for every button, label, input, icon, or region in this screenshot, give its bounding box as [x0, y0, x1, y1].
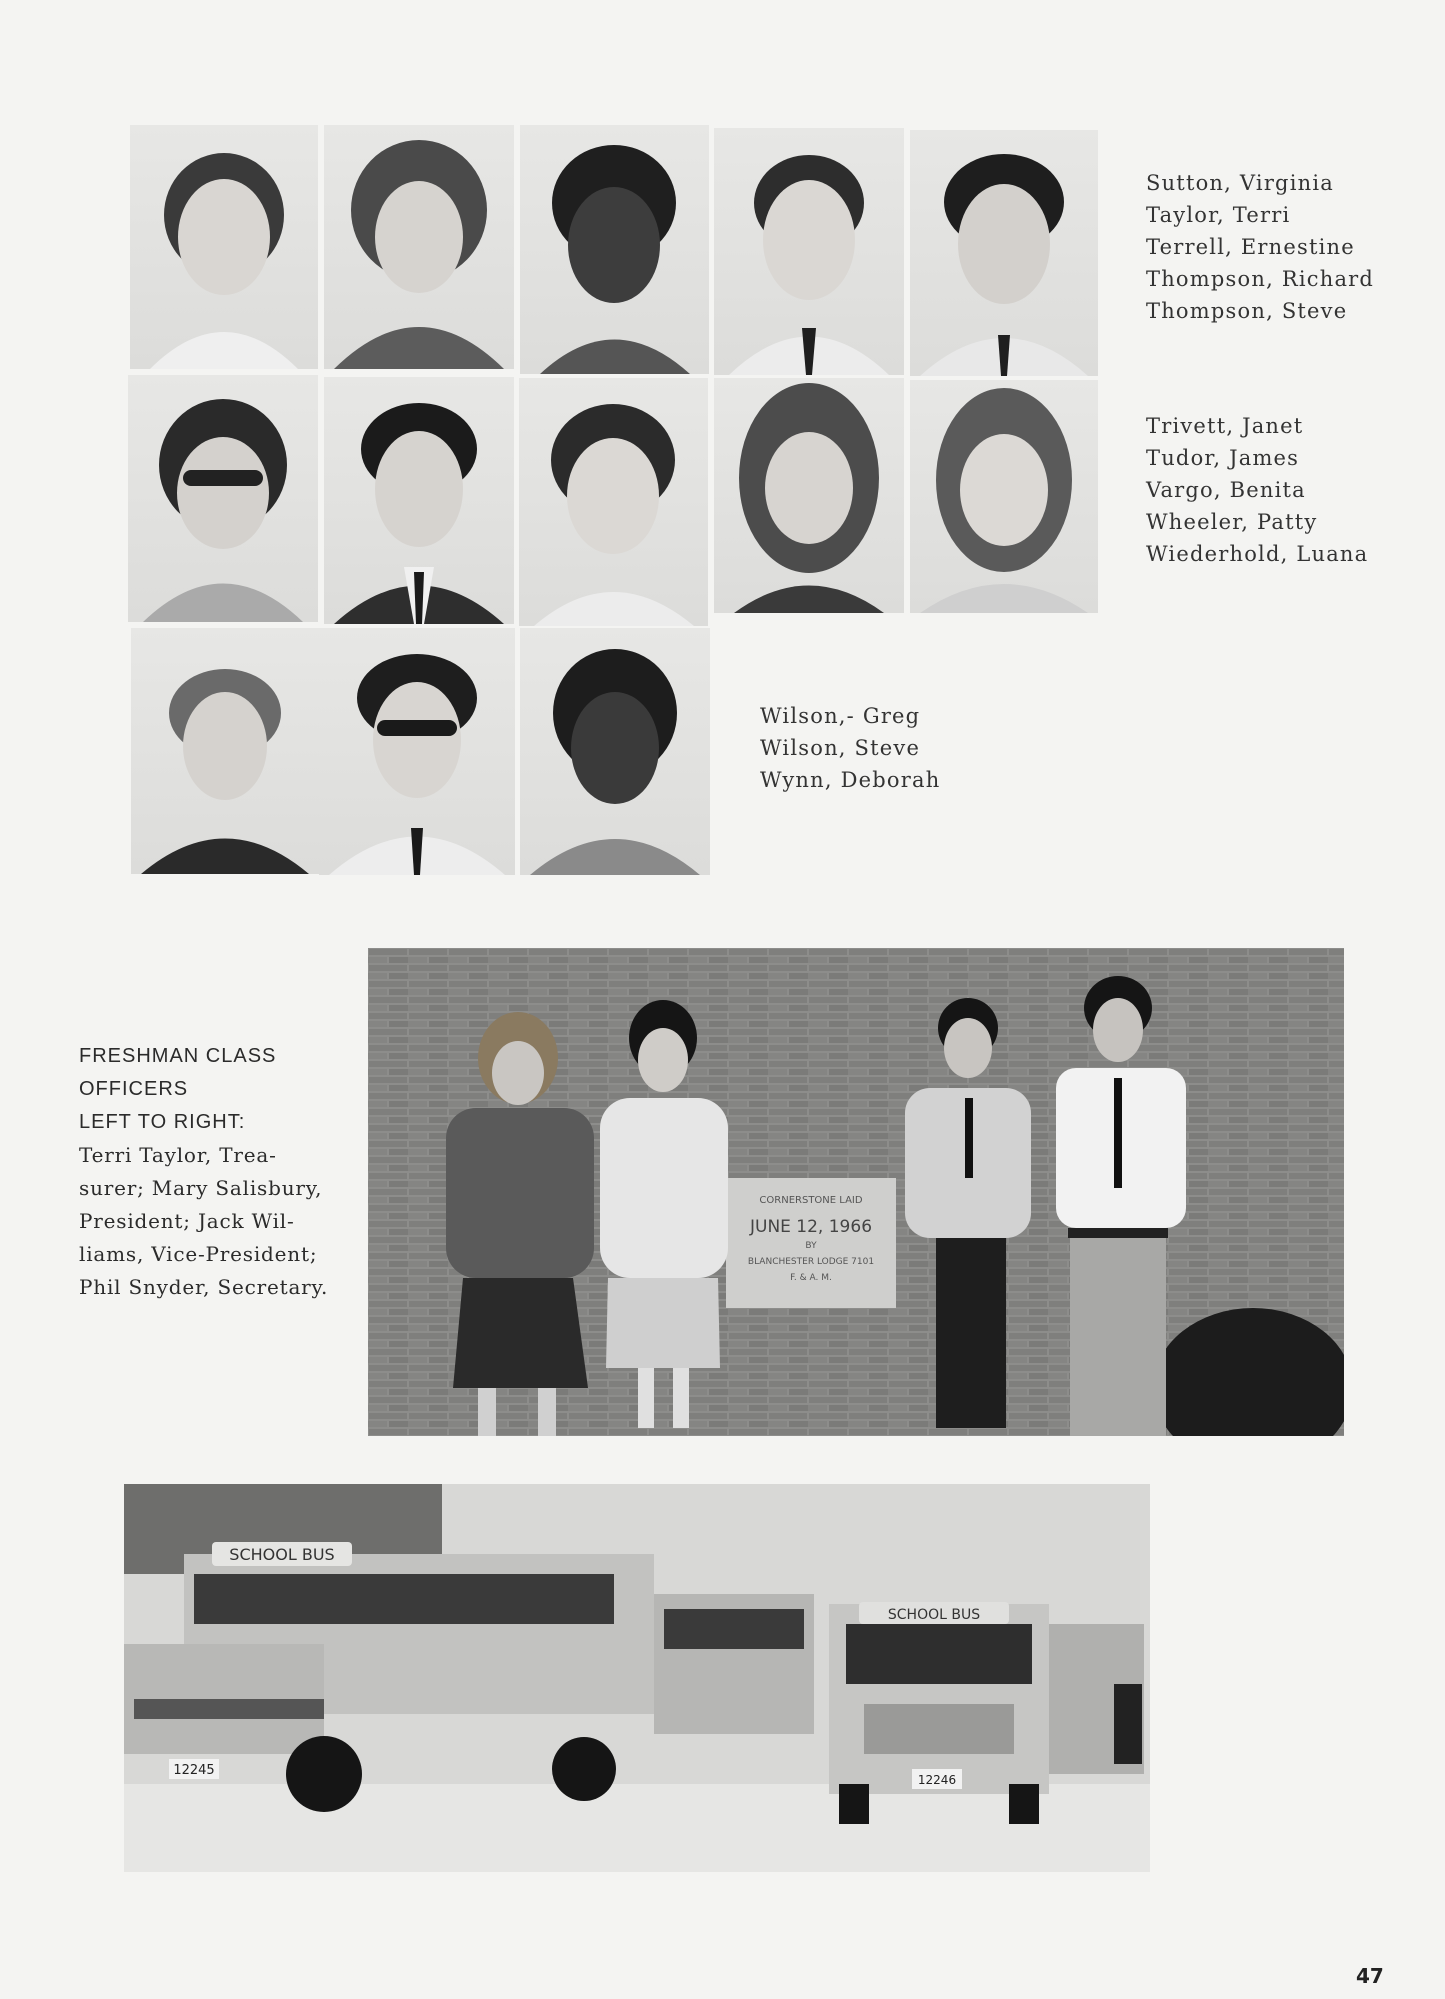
caption-line: surer; Mary Salisbury, [79, 1176, 323, 1200]
portrait-trivett-janet [128, 375, 318, 622]
name-item: Thompson, Steve [1146, 299, 1348, 323]
portrait-wheeler-patty [714, 378, 904, 613]
portrait-tudor-james [324, 377, 514, 624]
portrait-thompson-richard [714, 128, 904, 375]
plate-left: 12245 [173, 1763, 215, 1778]
name-item: Wiederhold, Luana [1146, 542, 1369, 566]
plate-right: 12246 [917, 1773, 957, 1787]
name-item: Wynn, Deborah [760, 768, 941, 792]
portrait-wilson-greg [131, 628, 319, 874]
caption-heading: LEFT TO RIGHT: [79, 1111, 246, 1133]
portrait-taylor-terri [324, 125, 514, 369]
portrait-vargo-benita [519, 378, 708, 626]
caption-heading: OFFICERS [79, 1078, 189, 1100]
name-item: Vargo, Benita [1146, 478, 1306, 502]
caption-line: liams, Vice-President; [79, 1242, 318, 1266]
caption-line: Terri Taylor, Trea- [79, 1143, 277, 1167]
name-list-row3 [760, 700, 940, 796]
portrait-terrell-ernestine [520, 125, 709, 374]
bus-sign-right: SCHOOL BUS [887, 1607, 981, 1623]
bus-sign-left: SCHOOL BUS [229, 1545, 335, 1564]
name-item: Sutton, Virginia [1146, 171, 1334, 195]
name-item: Wheeler, Patty [1146, 510, 1318, 534]
name-item: Trivett, Janet [1146, 414, 1304, 438]
portrait-wilson-steve [319, 628, 515, 875]
plaque-line3: BY [805, 1241, 817, 1251]
plaque-line2: JUNE 12, 1966 [749, 1217, 873, 1237]
name-item: Thompson, Richard [1146, 267, 1375, 291]
officers-caption [79, 1040, 359, 1304]
page-number: 47 [1356, 1964, 1384, 1988]
name-list-row2 [1146, 410, 1368, 570]
caption-heading: FRESHMAN CLASS [79, 1045, 277, 1067]
name-item: Wilson, Steve [760, 736, 921, 760]
name-item: Wilson,- Greg [760, 704, 921, 728]
caption-line: President; Jack Wil- [79, 1209, 295, 1233]
name-list-row1 [1146, 167, 1374, 327]
caption-line: Phil Snyder, Secretary. [79, 1275, 329, 1299]
portrait-wynn-deborah [520, 628, 710, 875]
plaque-line1: CORNERSTONE LAID [759, 1195, 863, 1206]
name-item: Taylor, Terri [1146, 203, 1291, 227]
portrait-thompson-steve [910, 130, 1098, 376]
name-item: Terrell, Ernestine [1146, 235, 1355, 259]
name-item: Tudor, James [1146, 446, 1300, 470]
plaque-line4: BLANCHESTER LODGE 7101 [747, 1257, 875, 1267]
plaque-line5: F. & A. M. [790, 1273, 832, 1283]
school-bus-photo [124, 1484, 1150, 1872]
officers-photo [368, 948, 1344, 1436]
portrait-wiederhold-luana [910, 380, 1098, 613]
portrait-sutton-virginia [130, 125, 318, 369]
